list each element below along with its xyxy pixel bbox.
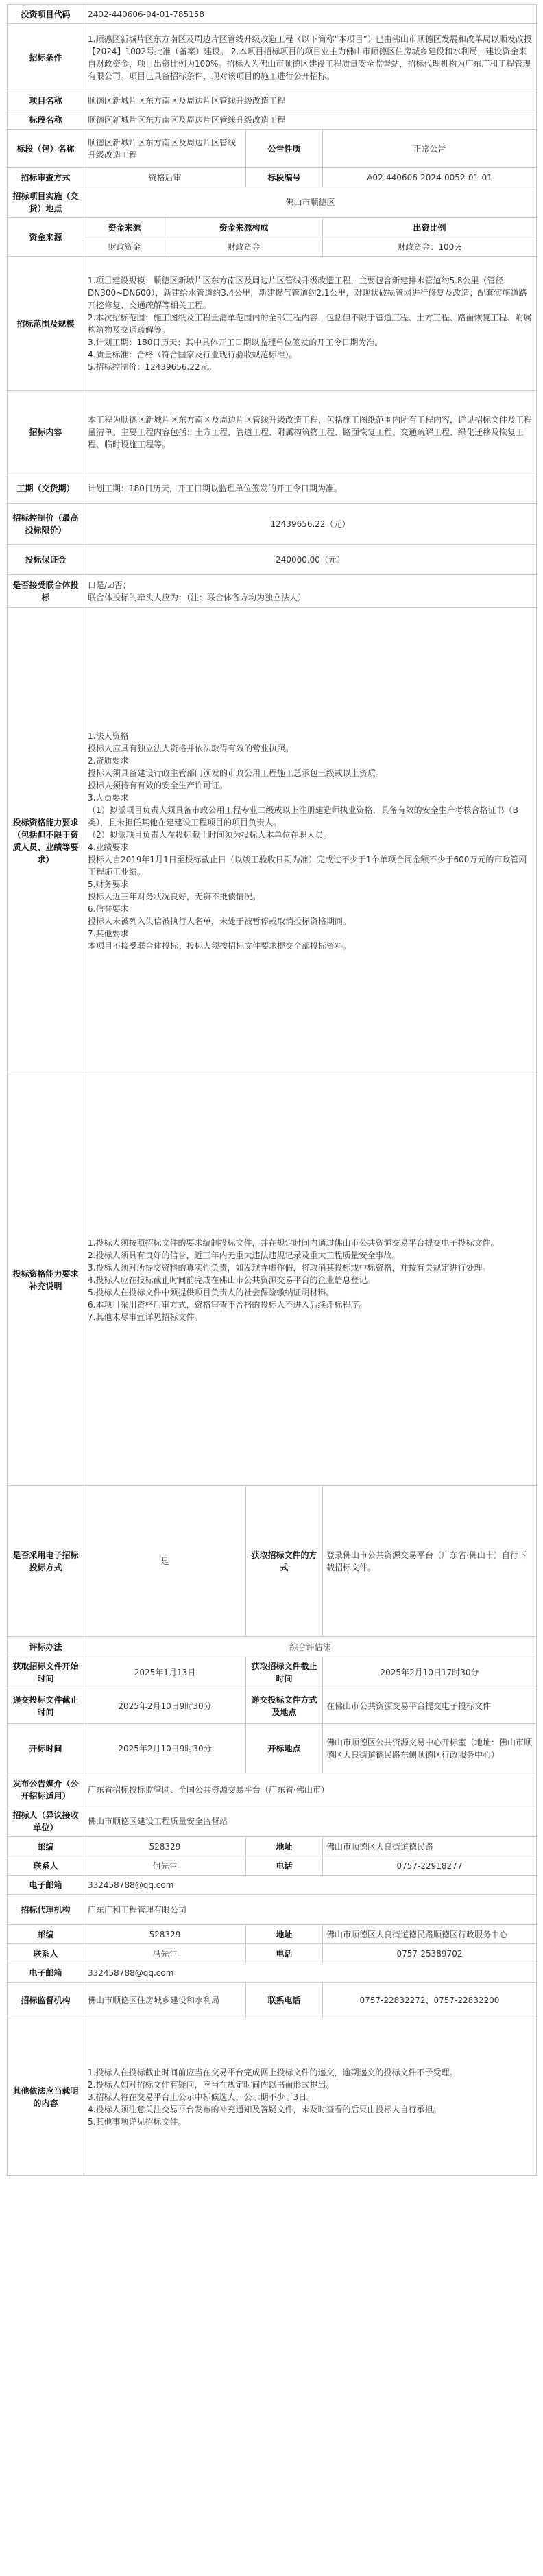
row-supervisor bbox=[8, 1983, 537, 2018]
scope-item: 1.项目建设规模：顺德区新城片区东方南区及周边片区管线升级改造工程，主要包含新建排水管道约5.8公里（管径DN300~DN600），新建给水管道约3.4公里，新建燃气管道约2.1公里，对现状破损管网进行修复及改造；配套实施道路开挖修复、交通疏解等相关工程。 bbox=[88, 275, 527, 310]
row-section-name bbox=[8, 110, 537, 130]
row-agency bbox=[8, 1895, 537, 1925]
row-consortium bbox=[8, 575, 537, 608]
row-tenderee bbox=[8, 1806, 537, 1837]
notice-page bbox=[7, 4, 536, 2176]
media-label: 发布公告媒介（公开招标适用） bbox=[8, 1773, 84, 1806]
row-fund-values bbox=[8, 237, 537, 257]
duration-value: 计划工期：180日历天，开工日期以监理单位签发的开工令日期为准。 bbox=[84, 473, 537, 504]
scope-item: 3.计划工期：180日历天；其中具体开工日期以监理单位签发的开工令日期为准。 bbox=[88, 337, 383, 347]
scope-item: 5.招标控制价：12439656.22元。 bbox=[88, 362, 217, 372]
row-bid-rules bbox=[8, 1074, 537, 1486]
qualification-item: 6.信誉要求 bbox=[88, 903, 129, 914]
qualification-item: 7.其他要求 bbox=[88, 928, 129, 938]
bid-bond-label: 投标保证金 bbox=[8, 545, 84, 575]
tenderee-addr-label: 地址 bbox=[246, 1837, 323, 1856]
get-doc-start-value: 2025年1月13日 bbox=[84, 1657, 246, 1688]
submit-place-label: 递交投标文件方式及地点 bbox=[246, 1688, 323, 1724]
get-doc-end-label: 获取招标文件截止时间 bbox=[246, 1657, 323, 1688]
notice-nature-label: 公告性质 bbox=[246, 130, 323, 168]
bid-conditions-value: 1.顺德区新城片区东方南区及周边片区管线升级改造工程（以下简称“本项目”）已由佛山市顺德区发展和改革局以顺发改投【2024】1002号批准（备案）建设。 2.本项目招标项目的项目业主为佛山市顺德区住房城乡建设和水利局，建设资金来自财政资金，项目出资比例为100%。招标人为佛山市顺德区建设工程质量安全监督站，招标代理机构为广东广和工程管理有限公司。项目已具备招标条件，现对该项目的施工进行公开招标。 bbox=[84, 24, 537, 91]
supervisor-phone-label: 联系电话 bbox=[246, 1983, 323, 2018]
agency-phone-label: 电话 bbox=[246, 1944, 323, 1963]
bid-rule-item: 2.投标人须具有良好的信誉，近三年内无重大违法违规记录及重大工程质量安全事故。 bbox=[88, 1250, 400, 1260]
location-label: 招标项目实施（交货）地点 bbox=[8, 187, 84, 218]
row-qualifications bbox=[8, 608, 537, 1074]
fund-col2-header: 资金来源构成 bbox=[165, 218, 323, 237]
qualification-item: （2）拟派项目负责人在投标截止时间须为投标人本单位在职人员。 bbox=[88, 829, 332, 840]
row-review-method bbox=[8, 168, 537, 187]
fund-col2-value: 财政资金 bbox=[165, 237, 323, 257]
row-bid-bond bbox=[8, 545, 537, 575]
bid-conditions-label: 招标条件 bbox=[8, 24, 84, 91]
submit-deadline-label: 递交投标文件截止时间 bbox=[8, 1688, 84, 1724]
tenderee-phone-value: 0757-22918277 bbox=[323, 1856, 537, 1876]
other-label: 其他依法应当载明的内容 bbox=[8, 2018, 84, 2176]
other-item: 3.招标人将在交易平台上公示中标候选人，公示期不少于3日。 bbox=[88, 2092, 315, 2102]
project-name-value: 顺德区新城片区东方南区及周边片区管线升级改造工程 bbox=[84, 91, 537, 110]
qualification-item: 投标人未被列入失信被执行人名单，未处于被暂停或取消投标资格期间。 bbox=[88, 916, 352, 926]
project-code-label: 投资项目代码 bbox=[8, 5, 84, 24]
tenderee-contact-label: 联系人 bbox=[8, 1856, 84, 1876]
bid-bond-value: 240000.00（元） bbox=[84, 545, 537, 575]
tenderee-phone-label: 电话 bbox=[246, 1856, 323, 1876]
row-section-package bbox=[8, 130, 537, 168]
row-submit bbox=[8, 1688, 537, 1724]
agency-addr-value: 佛山市顺德区大良街道德民路顺德区行政服务中心 bbox=[323, 1925, 537, 1944]
get-doc-start-label: 获取招标文件开始时间 bbox=[8, 1657, 84, 1688]
open-time-label: 开标时间 bbox=[8, 1724, 84, 1773]
qualification-item: 投标人须持有有效的安全生产许可证。 bbox=[88, 780, 228, 790]
control-price-value: 12439656.22（元） bbox=[84, 504, 537, 545]
agency-email-value: 332458788@qq.com bbox=[84, 1963, 537, 1983]
project-name-label: 项目名称 bbox=[8, 91, 84, 110]
section-package-label: 标段（包）名称 bbox=[8, 130, 84, 168]
agency-addr-label: 地址 bbox=[246, 1925, 323, 1944]
tenderee-email-label: 电子邮箱 bbox=[8, 1876, 84, 1895]
bid-rules-label: 投标资格能力要求补充说明 bbox=[8, 1074, 84, 1486]
other-value bbox=[84, 2018, 537, 2176]
fund-col1-value: 财政资金 bbox=[84, 237, 165, 257]
tenderee-contact-value: 何先生 bbox=[84, 1856, 246, 1876]
open-place-value: 佛山市顺德区公共资源交易中心开标室（地址：佛山市顺德区大良街道德民路东侧顺德区行政服务中心） bbox=[323, 1724, 537, 1773]
qualifications-label: 投标资格能力要求（包括但不限于资质人员、业绩等要求） bbox=[8, 608, 84, 1074]
agency-post-value: 528329 bbox=[84, 1925, 246, 1944]
other-item: 1.投标人在投标截止时间前应当在交易平台完成网上投标文件的递交，逾期递交的投标文件不予受理。 bbox=[88, 2067, 458, 2077]
review-method-value: 资格后审 bbox=[84, 168, 246, 187]
media-value: 广东省招标投标监管网、全国公共资源交易平台（广东省·佛山市） bbox=[84, 1773, 537, 1806]
submit-deadline-value: 2025年2月10日9时30分 bbox=[84, 1688, 246, 1724]
row-project-code bbox=[8, 5, 537, 24]
agency-email-label: 电子邮箱 bbox=[8, 1963, 84, 1983]
section-name-label: 标段名称 bbox=[8, 110, 84, 130]
bid-rule-item: 6.本项目采用资格后审方式，资格审查不合格的投标人不进入后续评标程序。 bbox=[88, 1299, 367, 1310]
agency-phone-value: 0757-25389702 bbox=[323, 1944, 537, 1963]
qualification-item: 投标人须具备建设行政主管部门颁发的市政公用工程施工总承包三级或以上资质。 bbox=[88, 768, 385, 778]
get-doc-end-value: 2025年2月10日17时30分 bbox=[323, 1657, 537, 1688]
review-method-label: 招标审查方式 bbox=[8, 168, 84, 187]
qualification-item: 投标人应具有独立法人资格并依法取得有效的营业执照。 bbox=[88, 743, 294, 753]
electronic-value: 是 bbox=[84, 1486, 246, 1637]
qualification-item: 5.财务要求 bbox=[88, 879, 129, 889]
section-package-value: 顺德区新城片区东方南区及周边片区管线升级改造工程 bbox=[84, 130, 246, 168]
content-value: 本工程为顺德区新城片区东方南区及周边片区管线升级改造工程，包括施工图纸范围内所有工程内容，详见招标文件及工程量清单。主要工程内容包括：土方工程、管道工程、附属构筑物工程、路面恢复工程、交通疏解工程、绿化迁移及恢复工程、临时设施工程等。 bbox=[84, 391, 537, 473]
tenderee-post-value: 528329 bbox=[84, 1837, 246, 1856]
content-label: 招标内容 bbox=[8, 391, 84, 473]
row-get-doc-time bbox=[8, 1657, 537, 1688]
row-agency-email bbox=[8, 1963, 537, 1983]
agency-value: 广东广和工程管理有限公司 bbox=[84, 1895, 537, 1925]
scope-item: 2.本次招标范围：施工图纸及工程量清单范围内的全部工程内容，包括但不限于管道工程、土方工程、路面恢复工程、附属构筑物及交通疏解等。 bbox=[88, 312, 532, 335]
agency-label: 招标代理机构 bbox=[8, 1895, 84, 1925]
bid-rule-item: 1.投标人须按照招标文件的要求编制投标文件，并在规定时间内通过佛山市公共资源交易平台提交电子投标文件。 bbox=[88, 1238, 499, 1248]
open-time-value: 2025年2月10日9时30分 bbox=[84, 1724, 246, 1773]
control-price-label: 招标控制价（最高投标限价） bbox=[8, 504, 84, 545]
row-eval-method bbox=[8, 1637, 537, 1657]
row-control-price bbox=[8, 504, 537, 545]
row-electronic bbox=[8, 1486, 537, 1637]
submit-place-value: 在佛山市公共资源交易平台提交电子投标文件 bbox=[323, 1688, 537, 1724]
scope-item: 4.质量标准：合格（符合国家及行业现行验收规范标准）。 bbox=[88, 349, 298, 359]
bid-rule-item: 7.其他未尽事宜详见招标文件。 bbox=[88, 1312, 203, 1322]
qualifications-value bbox=[84, 608, 537, 1074]
agency-contact-value: 冯先生 bbox=[84, 1944, 246, 1963]
row-bid-conditions bbox=[8, 24, 537, 91]
qualification-item: 4.业绩要求 bbox=[88, 842, 129, 852]
supervisor-phone-value: 0757-22832272、0757-22832200 bbox=[323, 1983, 537, 2018]
consortium-lead: 联合体投标的牵头人应为：（注：联合体各方均为独立法人） bbox=[88, 592, 306, 602]
bid-rule-item: 4.投标人应在投标截止时间前完成在佛山市公共资源交易平台的企业信息登记。 bbox=[88, 1275, 376, 1285]
eval-method-label: 评标办法 bbox=[8, 1637, 84, 1657]
tenderee-post-label: 邮编 bbox=[8, 1837, 84, 1856]
other-item: 2.投标人如对招标文件有疑问，应当在规定时间内以书面形式提出。 bbox=[88, 2079, 335, 2090]
bid-rule-item: 3.投标人须对所提交资料的真实性负责，如发现弄虚作假，将取消其投标或中标资格，并按有关规定进行处理。 bbox=[88, 1262, 491, 1273]
row-tenderee-post bbox=[8, 1837, 537, 1856]
scope-label: 招标范围及规模 bbox=[8, 257, 84, 391]
qualification-item: 1.法人资格 bbox=[88, 731, 129, 741]
row-tenderee-contact bbox=[8, 1856, 537, 1876]
qualification-item: 3.人员要求 bbox=[88, 792, 129, 803]
bid-rules-value bbox=[84, 1074, 537, 1486]
tenderee-value: 佛山市顺德区建设工程质量安全监督站 bbox=[84, 1806, 537, 1837]
other-item: 4.投标人须注意关注交易平台发布的补充通知及答疑文件，未及时查看的后果由投标人自行承担。 bbox=[88, 2104, 442, 2114]
supervisor-label: 招标监督机构 bbox=[8, 1983, 84, 2018]
tenderee-label: 招标人（异议接收单位） bbox=[8, 1806, 84, 1837]
row-other bbox=[8, 2018, 537, 2176]
qualification-item: 投标人自2019年1月1日至投标截止日（以竣工验收日期为准）完成过不少于1个单项合同金额不少于600万元的市政管网工程施工业绩。 bbox=[88, 854, 527, 877]
open-place-label: 开标地点 bbox=[246, 1724, 323, 1773]
row-media bbox=[8, 1773, 537, 1806]
consortium-value bbox=[84, 575, 537, 608]
row-tenderee-email bbox=[8, 1876, 537, 1895]
qualification-item: 投标人近三年财务状况良好，无资不抵债情况。 bbox=[88, 891, 261, 901]
qualification-item: 2.资质要求 bbox=[88, 755, 129, 766]
scope-value bbox=[84, 257, 537, 391]
consortium-choice: 口是/☑否； bbox=[88, 580, 131, 590]
get-doc-label: 获取招标文件的方式 bbox=[246, 1486, 323, 1637]
row-project-name bbox=[8, 91, 537, 110]
tender-notice-table bbox=[7, 4, 537, 2176]
project-code-value: 2402-440606-04-01-785158 bbox=[84, 5, 537, 24]
eval-method-value: 综合评估法 bbox=[84, 1637, 537, 1657]
fund-col3-value: 财政资金：100% bbox=[323, 237, 537, 257]
notice-nature-value: 正常公告 bbox=[323, 130, 537, 168]
duration-label: 工期（交货期） bbox=[8, 473, 84, 504]
row-agency-post bbox=[8, 1925, 537, 1944]
tenderee-email-value: 332458788@qq.com bbox=[84, 1876, 537, 1895]
electronic-label: 是否采用电子招标投标方式 bbox=[8, 1486, 84, 1637]
row-duration bbox=[8, 473, 537, 504]
agency-contact-label: 联系人 bbox=[8, 1944, 84, 1963]
fund-source-label: 资金来源 bbox=[8, 218, 84, 257]
supervisor-value: 佛山市顺德区住房城乡建设和水利局 bbox=[84, 1983, 246, 2018]
fund-col1-header: 资金来源 bbox=[84, 218, 165, 237]
row-location bbox=[8, 187, 537, 218]
agency-post-label: 邮编 bbox=[8, 1925, 84, 1944]
section-code-value: A02-440606-2024-0052-01-01 bbox=[323, 168, 537, 187]
section-code-label: 标段编号 bbox=[246, 168, 323, 187]
consortium-label: 是否接受联合体投标 bbox=[8, 575, 84, 608]
bid-rule-item: 5.投标人在投标文件中须提供项目负责人的社会保险缴纳证明材料。 bbox=[88, 1287, 335, 1297]
other-item: 5.其他事项详见招标文件。 bbox=[88, 2116, 186, 2127]
qualification-item: （1）拟派项目负责人须具备市政公用工程专业二级或以上注册建造师执业资格，具备有效的安全生产考核合格证书（B类），且未担任其他在建建设工程项目的项目负责人。 bbox=[88, 805, 518, 827]
row-content bbox=[8, 391, 537, 473]
qualification-item: 本项目不接受联合体投标；投标人须按招标文件要求提交全部投标资料。 bbox=[88, 941, 352, 951]
get-doc-value: 登录佛山市公共资源交易平台（广东省·佛山市）自行下载招标文件。 bbox=[323, 1486, 537, 1637]
fund-col3-header: 出资比例 bbox=[323, 218, 537, 237]
row-fund-header bbox=[8, 218, 537, 237]
tenderee-addr-value: 佛山市顺德区大良街道德民路 bbox=[323, 1837, 537, 1856]
row-open bbox=[8, 1724, 537, 1773]
row-scope bbox=[8, 257, 537, 391]
location-value: 佛山市顺德区 bbox=[84, 187, 537, 218]
row-agency-contact bbox=[8, 1944, 537, 1963]
section-name-value: 顺德区新城片区东方南区及周边片区管线升级改造工程 bbox=[84, 110, 537, 130]
